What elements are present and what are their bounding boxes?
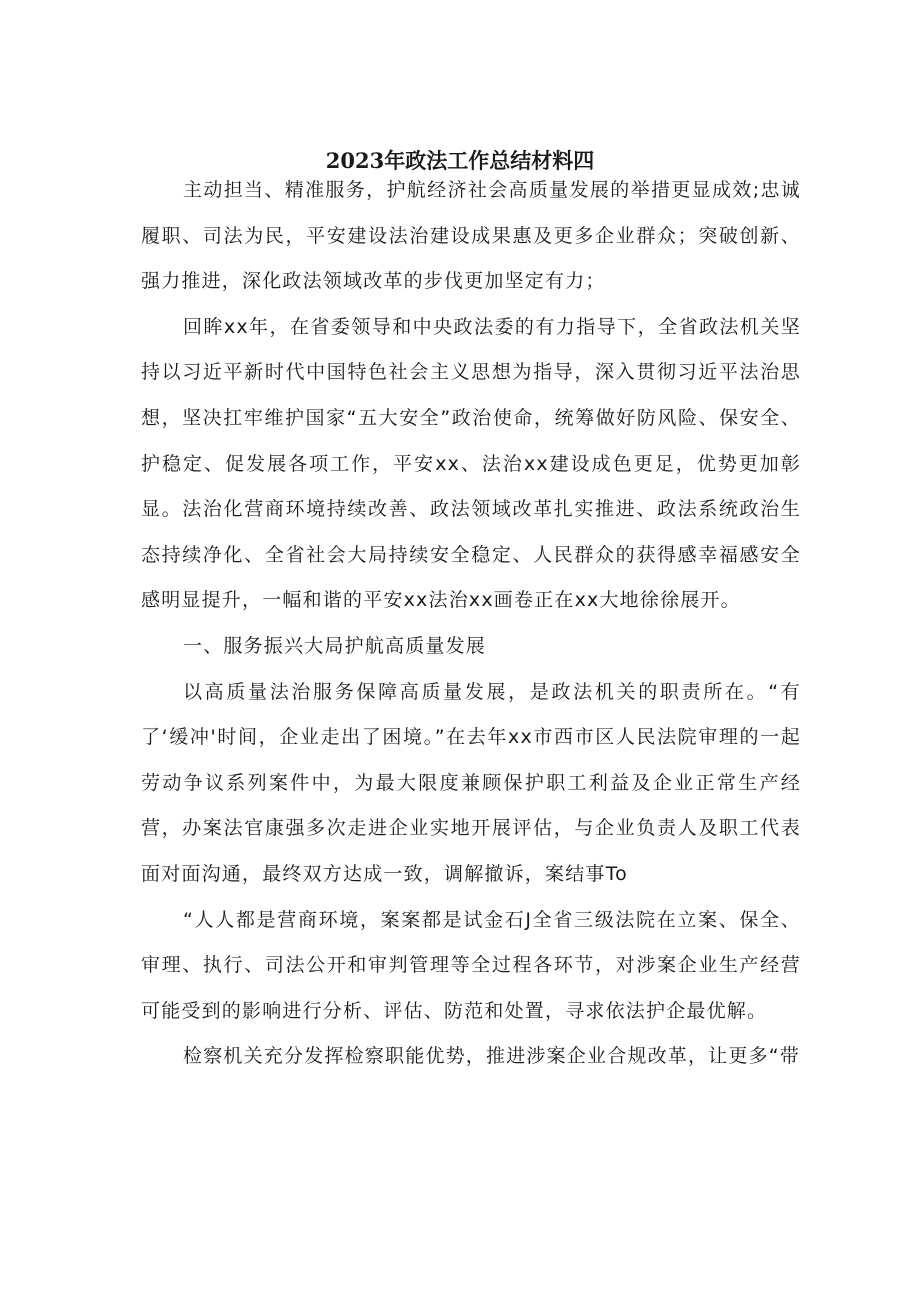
paragraph-5: 检察机关充分发挥检察职能优势，推进涉案企业合规改革，让更多“带 <box>183 1045 801 1068</box>
document-body <box>141 168 801 1080</box>
paragraph-1: 主动担当、精准服务，护航经济社会高质量发展的举措更显成效;忠诚履职、司法为民，平安建设法治建设成果惠及更多企业群众；突破创新、强力推进，深化政法领域改革的步伐更加坚定有力； <box>141 179 801 293</box>
paragraph-2: 回眸xx年，在省委领导和中央政法委的有力指导下，全省政法机关坚持以习近平新时代中国特色社会主义思想为指导，深入贯彻习近平法治思想，坚决扛牢维护国家“五大安全”政治使命，统筹做好防风险、保安全、护稳定、促发展各项工作，平安xx、法治xx建设成色更足，优势更加彰显。法治化营商环境持续改善、政法领域改革扎实推进、政法系统政治生态持续净化、全省社会大局持续安全稳定、人民群众的获得感幸福感安全感明显提升，一幅和谐的平安xx法治xx画卷正在xx大地徐徐展开。 <box>141 315 801 612</box>
paragraph-4: “人人都是营商环境，案案都是试金石J全省三级法院在立案、保全、审理、执行、司法公开和审判管理等全过程各环节，对涉案企业生产经营可能受到的影响进行分析、评估、防范和处置，寻求依法护企最优解。 <box>141 908 801 1022</box>
paragraph-3: 以高质量法治服务保障高质量发展，是政法机关的职责所在。“有了‘缓冲'时间，企业走出了困境。”在去年xx市西市区人民法院审理的一起劳动争议系列案件中，为最大限度兼顾保护职工利益及企业正常生产经营，办案法官康强多次走进企业实地开展评估，与企业负责人及职工代表面对面沟通，最终双方达成一致，调解撤诉，案结事To <box>141 680 801 885</box>
section-heading-1: 一、服务振兴大局护航高质量发展 <box>183 634 487 657</box>
document-title: 2023年政法工作总结材料四 <box>325 148 595 173</box>
